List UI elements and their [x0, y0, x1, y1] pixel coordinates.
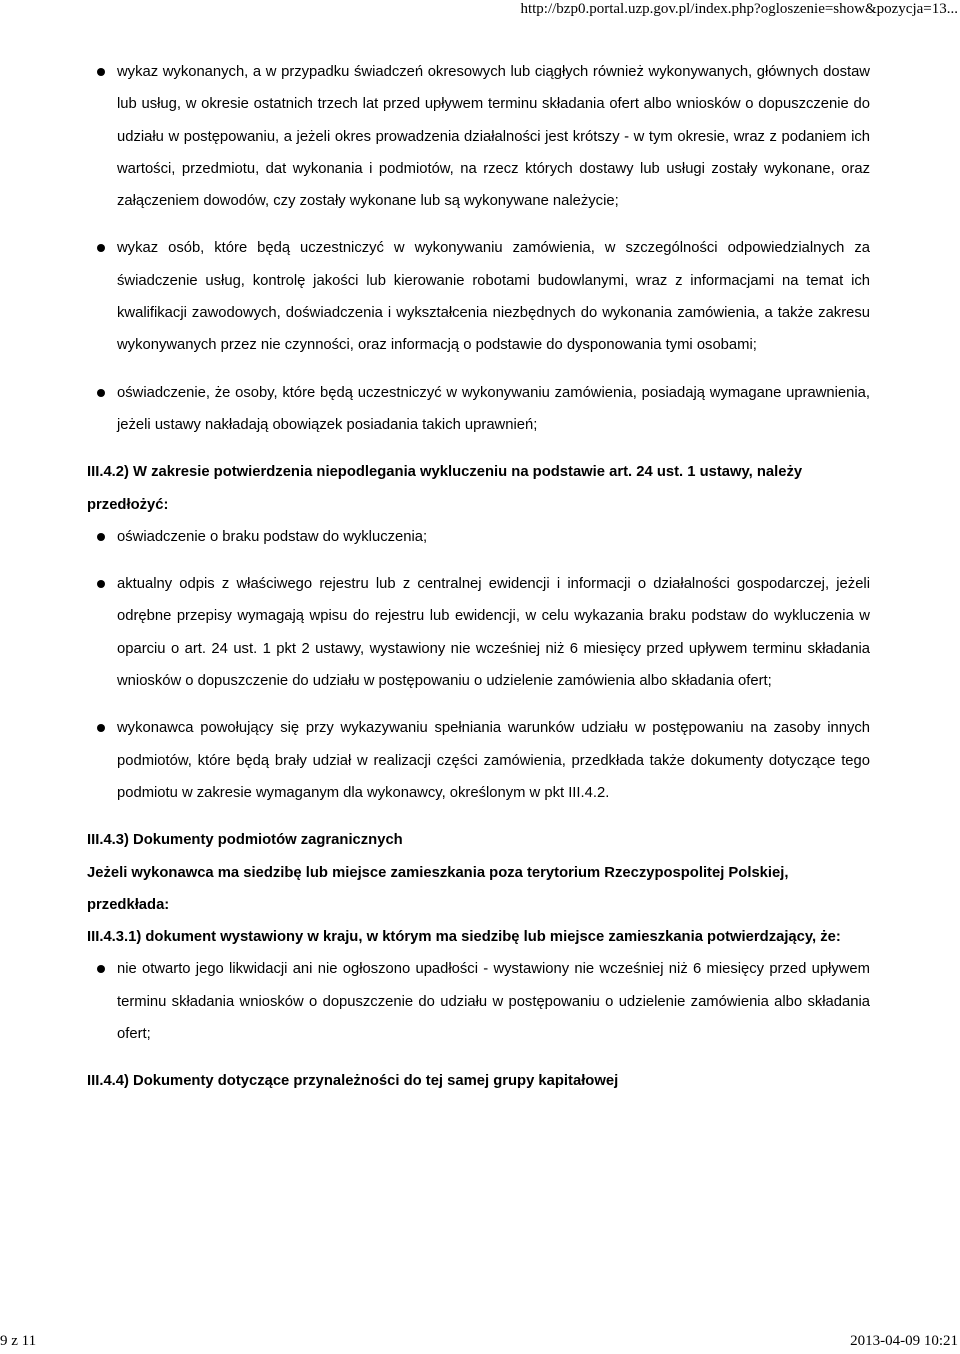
section-heading-iii-4-3: III.4.3) Dokumenty podmiotów zagranicznych — [87, 832, 403, 849]
requirements-list-3 — [87, 953, 870, 1050]
list-item: wykonawca powołujący się przy wykazywaniu spełniania warunków udziału w postępowaniu na zasoby innych podmiotów, które będą brały udział w realizacji części zamówienia, przedkłada także dokumenty dotyczące tego podmiotu w zakresie wymaganym dla wykonawcy, określonym w pkt III.4.2. — [87, 712, 870, 809]
list-item: oświadczenie, że osoby, które będą uczestniczyć w wykonywaniu zamówienia, posiadają wymagane uprawnienia, jeżeli ustawy nakładają obowiązek posiadania takich uprawnień; — [87, 377, 870, 442]
list-item: nie otwarto jego likwidacji ani nie ogłoszono upadłości - wystawiony nie wcześniej niż 6 miesięcy przed upływem terminu składania wniosków o dopuszczenie do udziału w postępowaniu o udzielenie zamówienia albo składania ofert; — [87, 953, 870, 1050]
print-datetime: 2013-04-09 10:21 — [850, 1333, 958, 1349]
list-item: oświadczenie o braku podstaw do wykluczenia; — [87, 521, 870, 553]
document-body — [87, 56, 870, 1098]
section-subheading-foreign: Jeżeli wykonawca ma siedzibę lub miejsce zamieszkania poza terytorium Rzeczypospolitej Polskiej, przedkłada: — [87, 864, 789, 913]
list-item: aktualny odpis z właściwego rejestru lub z centralnej ewidencji i informacji o działalności gospodarczej, jeżeli odrębne przepisy wymagają wpisu do rejestru lub ewidencji, w celu wykazania braku podstaw do wykluczenia w oparciu o art. 24 ust. 1 pkt 2 ustawy, wystawiony nie wcześniej niż 6 miesięcy przed upływem terminu składania wniosków o dopuszczenie do udziału w postępowaniu o udzielenie zamówienia albo składania ofert; — [87, 568, 870, 697]
page-url-header: http://bzp0.portal.uzp.gov.pl/index.php?ogloszenie=show&pozycja=13... — [520, 1, 958, 17]
page-number: 9 z 11 — [0, 1333, 37, 1349]
section-subheading-iii-4-3-1: III.4.3.1) dokument wystawiony w kraju, w którym ma siedzibę lub miejsce zamieszkania potwierdzający, że: — [87, 929, 841, 946]
requirements-list-1 — [87, 56, 870, 441]
requirements-list-2 — [87, 521, 870, 809]
section-heading-iii-4-4: III.4.4) Dokumenty dotyczące przynależności do tej samej grupy kapitałowej — [87, 1073, 619, 1090]
list-item: wykaz osób, które będą uczestniczyć w wykonywaniu zamówienia, w szczególności odpowiedzialnych za świadczenie usług, kontrolę jakości lub kierowanie robotami budowlanymi, wraz z informacjami na temat ich kwalifikacji zawodowych, doświadczenia i wykształcenia niezbędnych do wykonania zamówienia, a także zakresu wykonywanych przez nie czynności, oraz informacją o podstawie do dysponowania tymi osobami; — [87, 232, 870, 361]
list-item: wykaz wykonanych, a w przypadku świadczeń okresowych lub ciągłych również wykonywanych, głównych dostaw lub usług, w okresie ostatnich trzech lat przed upływem terminu składania ofert albo wniosków o dopuszczenie do udziału w postępowaniu, a jeżeli okres prowadzenia działalności jest krótszy - w tym okresie, wraz z podaniem ich wartości, przedmiotu, dat wykonania i podmiotów, na rzecz których dostawy lub usługi zostały wykonane, oraz załączeniem dowodów, czy zostały wykonane lub są wykonywane należycie; — [87, 56, 870, 217]
section-heading-iii-4-2: III.4.2) W zakresie potwierdzenia niepodlegania wykluczeniu na podstawie art. 24 ust. 1 ustawy, należy przedłożyć: — [87, 464, 803, 513]
